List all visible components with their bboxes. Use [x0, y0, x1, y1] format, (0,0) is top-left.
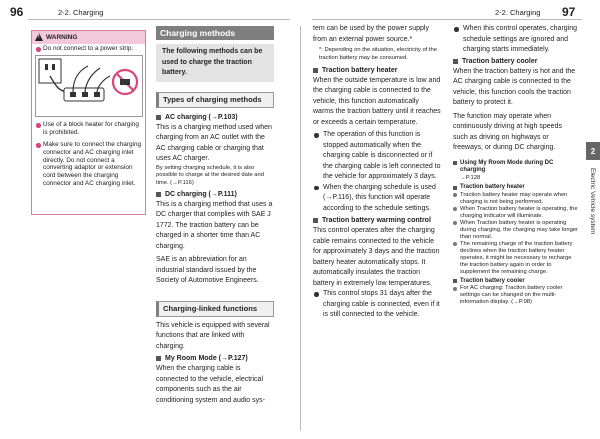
- list-item: Traction battery heater may operate when charging is not being performed.: [453, 192, 578, 206]
- traction-heater-body: When the outside temperature is low and the charging cable is connected to the vehicle, this function automatically warms the traction battery until it reaches or exceeds a certain temperature.: [313, 76, 441, 126]
- section-title: Charging methods: [156, 26, 274, 40]
- dc-charging-heading: DC charging (→P.111): [156, 190, 274, 200]
- bullet-icon: [36, 123, 41, 128]
- chapter-label: [586, 168, 600, 246]
- warning-item-text: Do not connect to a power strip.: [43, 45, 134, 52]
- sae-note: SAE is an abbreviation for an industrial standard issued by the Society of Automotive Engineers.: [156, 256, 259, 285]
- list-item: When Traction battery heater is operating, the charging indicator will illuminate.: [453, 206, 578, 220]
- traction-cooler-heading: Traction battery cooler: [453, 57, 578, 67]
- list-item: The operation of this function is stopped automatically when the charging cable is disconnected or if the charging cable is left connected to the vehicle for approximately 3 days.: [313, 130, 441, 183]
- left-page-number: 96: [10, 5, 24, 19]
- ac-charging-body: This is a charging method used when charging from an AC outlet with the AC charging cable or charging that uses AC charger.: [156, 123, 272, 162]
- ac-charging-note: By setting charging schedule, it is also possible to charge at the desired date and time. (→P.116): [156, 164, 264, 187]
- continued-text: tem can be used by the power supply from an external power source.*: [313, 25, 429, 43]
- list-item: The remaining charge of the traction battery declines when the traction battery heater operates, it might be necessary to recharge the traction battery again in order to supplement the remaining charge.: [453, 241, 578, 276]
- list-item: When this control operates, charging schedule settings are ignored and charging starts immediately.: [453, 24, 578, 56]
- heater-notes-heading: Traction battery heater: [453, 184, 578, 192]
- list-item: This control stops 31 days after the charging cable is connected, even if it is still connected to the vehicle.: [313, 289, 441, 321]
- dc-charging-body: This is a charging method that uses a DC charger that complies with SAE J 1772. The traction battery can be charged in a shorter time than AC charging.: [156, 200, 273, 250]
- subsection-title: Types of charging methods: [156, 92, 274, 108]
- right-section-title: 2-2. Charging: [495, 8, 541, 17]
- footnote: *: Depending on the situation, electricity of the traction battery may be consumed.: [319, 47, 437, 61]
- chapter-tab: 2: [586, 142, 600, 160]
- page-reference: →P.128: [460, 174, 481, 181]
- intro-box: The following methods can be used to charge the traction battery.: [156, 44, 274, 82]
- warning-item-text: Use of a block heater for charging is prohibited.: [43, 121, 139, 136]
- traction-cooler-body: When the traction battery is hot and the AC charging cable is connected to the vehicle, this function cools the traction battery to protect it.: [453, 67, 576, 106]
- warming-control-body: This control operates after the charging cable remains connected to the vehicle for approximately 3 days and the traction battery heater automatically stops. It automatically insulates the traction battery in extremely low temperatures.: [313, 227, 440, 287]
- power-strip-illustration: [35, 55, 143, 117]
- my-room-mode-heading: My Room Mode (→P.127): [156, 354, 274, 364]
- right-page-number: 97: [562, 5, 576, 19]
- traction-heater-heading: Traction battery heater: [313, 66, 441, 76]
- bullet-icon: [36, 143, 41, 148]
- ac-charging-heading: AC charging (→P.103): [156, 113, 274, 123]
- warming-control-heading: Traction battery warming control: [313, 216, 441, 226]
- page-gutter: [300, 26, 301, 431]
- traction-cooler-body-2: The function may operate when continuously driving at high speeds such as driving on highways or freeways, or during DC charging.: [453, 112, 562, 151]
- list-item: For AC charging: Traction battery cooler settings can be changed on the multi-information display. (→P.98): [453, 285, 578, 306]
- cooler-notes-heading: Traction battery cooler: [453, 278, 578, 286]
- right-header-rule: [312, 19, 582, 20]
- warning-triangle-icon: [35, 33, 43, 41]
- warning-header: [32, 31, 145, 44]
- bullet-icon: [36, 47, 41, 52]
- traction-heater-column: [313, 24, 441, 321]
- my-room-dc-heading: Using My Room Mode during DC charging: [453, 160, 578, 175]
- list-item: When the charging schedule is used (→P.116), this function will operate according to the schedule settings.: [313, 183, 441, 215]
- warning-box: [31, 30, 146, 215]
- chapter-label-text: Electric Vehicle system: [589, 168, 596, 235]
- left-header-rule: [28, 19, 290, 20]
- left-section-title: 2-2. Charging: [58, 8, 104, 17]
- traction-cooler-column: [453, 24, 578, 306]
- warning-item: [36, 45, 144, 53]
- warning-item: [36, 121, 144, 137]
- power-strip-prohibited-icon: [36, 56, 142, 116]
- subsection-title: Charging-linked functions: [156, 301, 274, 317]
- linked-functions-body: This vehicle is equipped with several functions that are linked with charging.: [156, 321, 270, 350]
- warning-item: [36, 141, 144, 188]
- my-room-mode-body: When the charging cable is connected to the vehicle, electrical components such as the air conditioning system and audio sys-: [156, 365, 265, 404]
- list-item: When Traction battery heater is operating during charging, the charging may take longer than normal.: [453, 220, 578, 241]
- warning-item-text: Make sure to connect the charging connector and AC charging inlet directly. Do not connect a converting adaptor or extension cord between the charging connector and AC charging inlet.: [43, 141, 142, 187]
- charging-methods-column: [156, 26, 274, 406]
- warning-title: WARNING: [46, 34, 78, 41]
